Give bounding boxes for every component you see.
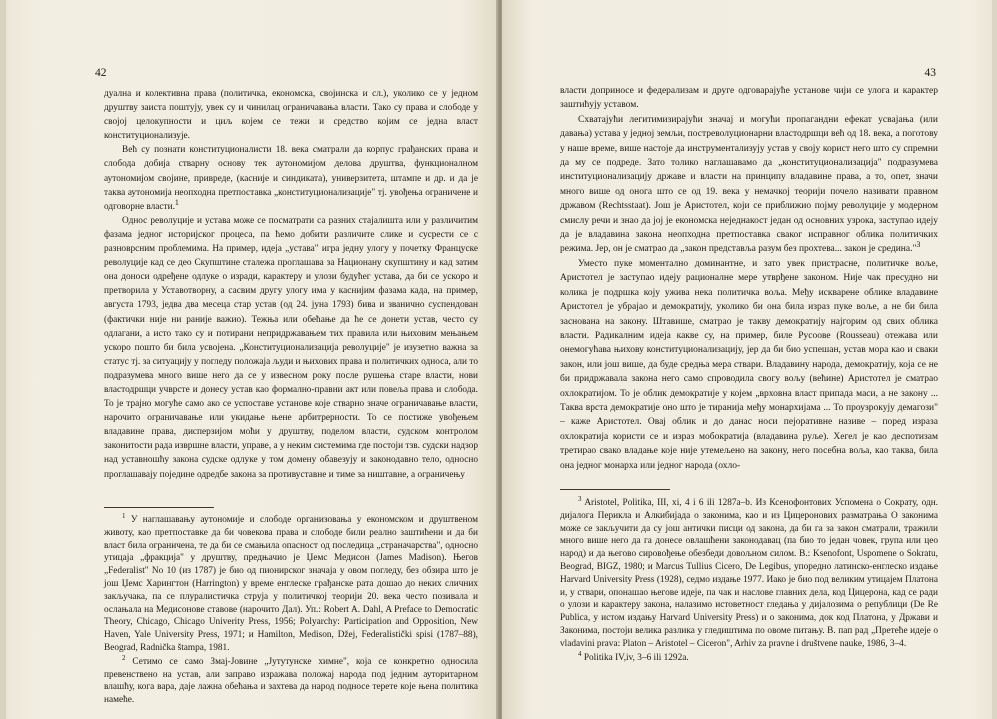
footnote-ref: 3 (916, 240, 921, 250)
footnote-ref: 1 (174, 197, 179, 207)
paragraph: Уместо пуке моментално доминантне, и зато увек пристрасне, политичке воље, Аристотел је заступао идеју рационалне мере утврђене законом. Није чак пресудно ни колика је подршка коју ужива нека политичка воља. Међу искварене облике владавине Аристотел је убрајао и демократију, уколико би она била израз пуке воље, а не би била заснована на закону. Штавише, сматрао је такву демократију најгорим од свих облика власти. Радикалним идеја какве су, на пример, биле Русоове (Rousseau) отежава или онемогућава њихову конституционализацију, јер да би био успешан, устав мора као и сваки закон, или још више, да буде средња мера ствари. Владавину народа, демократију, која се не би придржавала закона него само спроводила свогу вољу (већине) Аристотел је сматрао охлократијом. То је облик демократије у којем „врховна власт припада маси, а не закону ... Таква врста демократије оно што је тиранија међу монархијама ... То проузрокују демагози" – каже Аристотел. Овај облик и до данас носи пејоративне називе – поред израза охлократија користи се и израз мобократија (владавина руље). Хегел је као деспотизам третирао свако владање које није утемељено на закону, него посебна воља, као таква, била она једног монарха или једног народа (охло- (560, 258, 938, 471)
page-number: 43 (924, 67, 936, 79)
footnote: $^2$ Сетимо се само Змај-Јовине „Јутутунске химне", која се конкретно односила превенствено на устав, али заправо изражава положај народа под једним ауторитарном влашћу, кога вара, даје лажна обећања и захтева да народ подносе терете које њена политика намеће. (104, 653, 478, 706)
left-page (6, 0, 498, 719)
right-page (502, 0, 994, 719)
footnote-rule (560, 489, 670, 490)
footnotes (104, 511, 479, 708)
body-text (560, 84, 938, 473)
page-number: 42 (95, 67, 107, 79)
paragraph: Схватајући легитимизирајући значај и могући пропагандни ефекат усвајања (или давања) устава у једној земљи, постреволуционарни властодршци већ од 18. века, а поготову у наше време, више настоје да инструментализују устав у своју корист него што су спремни да му се подреде. Зато толико наглашавамо да „конституционализација" подразумева институционализацију државе и власти на принципу владавине права, а то, опет, значи много више од онога што се од 19. века у немачкој теорији почело називати правном државом (Rechtsstaat). Још је Аристотел, који се приближио појму револуције у модерном смислу речи и знао да јој је економска неједнакост један од основних узрока, заступао идеју да је владавина закона неопходна претпоставка сваког исправног облика политичких режима. Јер, он је сматрао да „закон представља разум без прохтева... закон је средина."$^3$ (560, 114, 938, 255)
body-text (104, 87, 478, 482)
paragraph: Већ су познати конституционалисти 18. века сматрали да корпус грађанских права и слобода добија стварну основу тек аутономијом делова друштва, функционалном аутономијом својине, привреде, (касније и синдиката), универзитета, штампе и др. и да је таква аутономија неопходна претпоставка „конституционализације" тј. увођења ограничене и одговорне власти.$^1$ (104, 145, 478, 212)
footnote-rule (104, 507, 214, 508)
paragraph: Однос револуције и устава може се посматрати са разних стајалишта или у различитим фазама једног историјског процеса, па ћемо добити различите слике и сусрести се с разноврсним проблемима. На пример, идеја „устава" игра једну улогу у почетку Француске револуције кад се део Скупштине сталежа проглашава за Национану скупштину и кад затим она доноси одређене одлуке о изради, карактеру и улози будућег устава, да би се ускоро и претворила у Уставотворну, а сасвим другу улогу има у каснијим фазама када, на пример, августа 1793, једва два месеца стар устав (од 24. јуна 1793) бива и званично суспендован (фактички није ни раније важио). Тежња или обећање да ће се донети устав, често су одлагани, а исто тако су и потирани непридржавањем тих правила или њиховим мењањем ускоро пошто би била усвојена. „Конституционализација револуције" је изузетно важна за статус тј. за ситуацију у погледу положаја људи и њихових права и политичких односа, али то подразумева много више него да се у извесном року после рушења старе власти, нови властодршци учврсте и донесу устав као формално-правни акт или повеља права и слобода. То је трајно могуће само ако се успоставе установе које стварно значе ограничавање власти, нарочито ограничавање или укидање њене арбитрерности. То се постиже увођењем владавине права, дисперзијом моћи у друштву, поделом власти, судском контролом законитости рада извршне власти, управе, а у неким системима где постоји тзв. судски надзор над уставношћу закона судске одлуке у том домену обавезују и законодавно тело, односно проглашавају поједине одредбе закона за противуставне и тиме за ништавне, а ограничењу (104, 215, 478, 480)
page-edges-right (992, 0, 997, 719)
footnote: $^4$ Politika IV,iv, 3–6 ili 1292a. (578, 649, 689, 663)
footnotes (560, 494, 938, 665)
footnote: $^3$ Aristotel, Politika, III, xi, 4 i 6 ili 1287a–b. Из Ксенофонтових Успомена о Сократу, одн. дијалога Перикла и Алкибијада о законима, као и из Цицеронових разматрања О законима може се закључити да су још антички писци од закона, да би га за закон сматрали, тражили много више него да га донесе овлашћени законодавац (па био то један човек, група или цео народ) и да његово сировођење обезбеди довољном силом. В.: Ksenofont, Uspomene o Sokratu, Beograd, BIGZ, 1980; и Marcus Tullius Cicero, De Legibus, упоредно латинско-енглеско издање Harvard University Press (1928), седмо издање 1977. Иако је био под великим утицајем Платона и, у ствари, опонашао његове идеје, па чак и наслове главних дела, код Цицерона, кад се ради о улози и карактеру закона, налазимо истоветност гледања у дијалозима о републици (De Re Publica, у истом издању Harvard University Press) и о законима, док код Платона, у Држави и Законима, постоји велика разлика у гледиштима по овоме питању. В. пап рад „Претеће идеје о vladavini prava: Platon – Aristotel – Ciceron", Arhiv za pravne i društvene nauke, 1986, 3–4. (560, 494, 938, 649)
footnote: $^1$ У наглашавању аутономије и слободе организовања у економском и друштвеном животу, као претпоставке да би човекова права и слободе били реално заштићени и да би власт била ограничена, те да би се смањила опасност од последица „страначарства", односно утицаја „фракција" у друштву, предњачио је Џемс Медисон (James Madison). Његов „Federalist" No 10 (из 1787) је био од пионирског значаја у овом погледу, без обзира што је још Џемс Харингтон (Harrington) у време енглеске грађанске рата дошао до неких сличних закључака, па се плуралистичка струја у политичкој теорији 20. века често позивала и ослањала на Медисонове ставове (нарочито Дал). Уп.: Robert A. Dahl, A Preface to Democratic Theory, Chicago, Chicago Univerity Press, 1956; Polyarchy: Participation and Opposition, New Haven, Yale University Press, 1971; и Hamilton, Medison, Džej, Federalistički spisi (1787–88), Beograd, Radnička štampa, 1981. (104, 511, 479, 653)
paragraph: власти доприносе и федерализам и друге одговарајуће установе чији се улога и карактер заштићују уставом. (560, 86, 938, 111)
paragraph: дуална и колективна права (политичка, економска, својинска и сл.), уколико се у једном друштву заиста поштују, увек су и чинилац ограничавања власти. Тако су права и слободе у својој целокупности и циљ којем се тежи и средство којим се једна власт конституционализује. (104, 89, 478, 142)
